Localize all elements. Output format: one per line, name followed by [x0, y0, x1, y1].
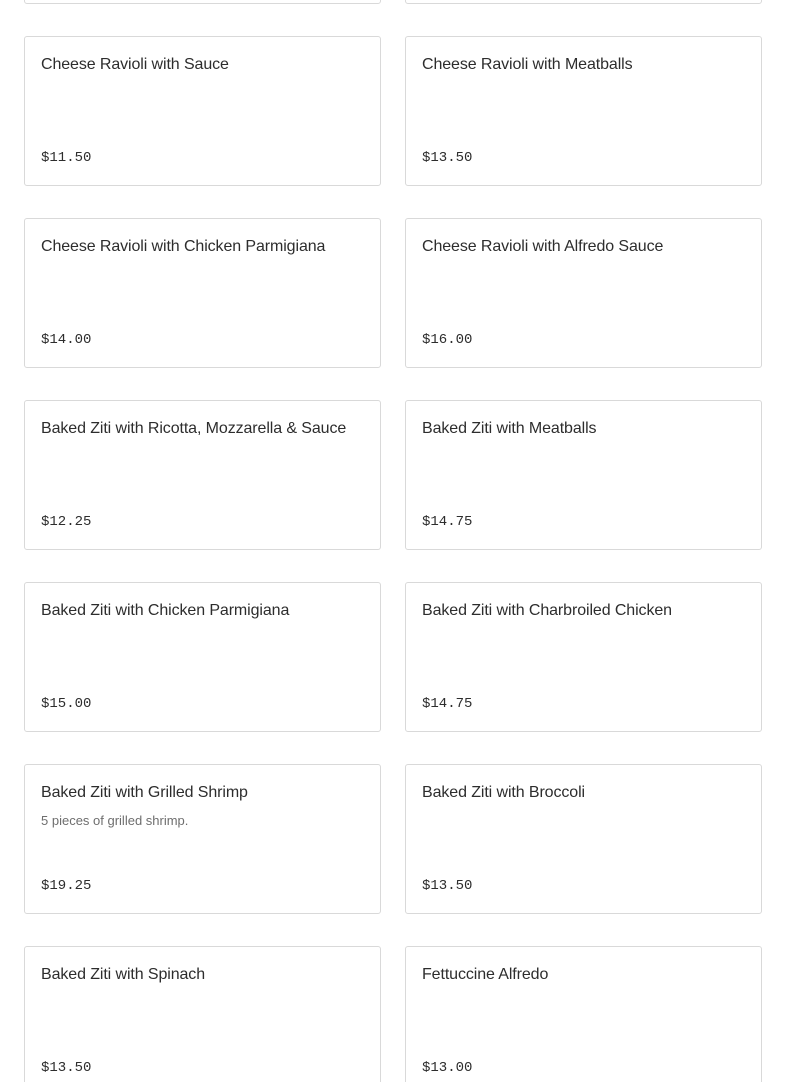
menu-item-price: $13.50: [422, 878, 473, 894]
menu-item-card[interactable]: [24, 218, 381, 368]
menu-item-name: Baked Ziti with Meatballs: [422, 420, 597, 437]
menu-item-name: Baked Ziti with Grilled Shrimp: [41, 784, 248, 801]
menu-item-price: $13.50: [422, 150, 473, 166]
menu-item-name: Baked Ziti with Ricotta, Mozzarella & Sauce: [41, 420, 347, 437]
menu-item-card[interactable]: [405, 36, 762, 186]
menu-item-card[interactable]: [24, 946, 381, 1082]
menu-item-card[interactable]: [24, 764, 381, 914]
menu-item-price: $13.50: [41, 1060, 92, 1076]
menu-item-price: $11.50: [41, 150, 92, 166]
menu-item-name: Baked Ziti with Charbroiled Chicken: [422, 602, 672, 619]
menu-item-card[interactable]: [405, 582, 762, 732]
menu-item-card-partial[interactable]: [24, 0, 381, 4]
menu-item-card-partial[interactable]: [405, 0, 762, 4]
menu-item-card[interactable]: [405, 218, 762, 368]
menu-item-price: $19.25: [41, 878, 92, 894]
menu-item-card[interactable]: [24, 400, 381, 550]
menu-item-name: Cheese Ravioli with Alfredo Sauce: [422, 238, 664, 255]
menu-item-card[interactable]: [405, 946, 762, 1082]
menu-item-name: Cheese Ravioli with Meatballs: [422, 56, 633, 73]
menu-item-price: $14.00: [41, 332, 92, 348]
menu-item-card[interactable]: [24, 582, 381, 732]
menu-item-card[interactable]: [405, 764, 762, 914]
menu-item-name: Fettuccine Alfredo: [422, 966, 549, 983]
menu-item-price: $16.00: [422, 332, 473, 348]
menu-item-price: $14.75: [422, 514, 473, 530]
menu-item-description: 5 pieces of grilled shrimp.: [41, 813, 189, 828]
menu-item-price: $12.25: [41, 514, 92, 530]
menu-item-price: $15.00: [41, 696, 92, 712]
menu-item-name: Baked Ziti with Chicken Parmigiana: [41, 602, 290, 619]
menu-item-name: Cheese Ravioli with Sauce: [41, 56, 229, 73]
menu-item-card[interactable]: [405, 400, 762, 550]
menu-item-price: $14.75: [422, 696, 473, 712]
menu-item-name: Cheese Ravioli with Chicken Parmigiana: [41, 238, 326, 255]
menu-item-card[interactable]: [24, 36, 381, 186]
menu-item-price: $13.00: [422, 1060, 473, 1076]
menu-item-name: Baked Ziti with Spinach: [41, 966, 206, 983]
menu-item-name: Baked Ziti with Broccoli: [422, 784, 585, 801]
